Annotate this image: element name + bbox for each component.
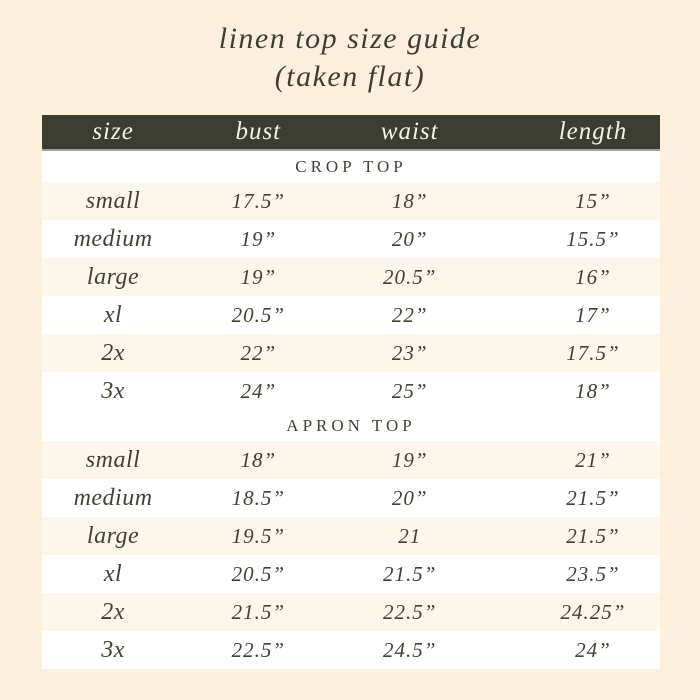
table-row — [42, 296, 660, 334]
table-row — [42, 517, 660, 555]
table-row — [42, 258, 660, 296]
length-cell: 21.5” — [487, 517, 660, 555]
size-cell: large — [42, 517, 184, 555]
table-row — [42, 593, 660, 631]
bust-cell: 18.5” — [184, 479, 332, 517]
length-cell: 21” — [487, 441, 660, 479]
section-header-crop-top — [42, 150, 660, 182]
length-cell: 17” — [487, 296, 660, 334]
bust-cell: 17.5” — [184, 182, 332, 220]
table-row — [42, 372, 660, 410]
bust-cell: 24” — [184, 372, 332, 410]
waist-cell: 21 — [332, 517, 487, 555]
bust-cell: 19” — [184, 258, 332, 296]
waist-cell: 21.5” — [332, 555, 487, 593]
length-cell: 15” — [487, 182, 660, 220]
table-row — [42, 479, 660, 517]
size-guide-table — [42, 115, 660, 669]
length-cell: 18” — [487, 372, 660, 410]
table-row — [42, 334, 660, 372]
size-cell: 3x — [42, 631, 184, 669]
length-cell: 16” — [487, 258, 660, 296]
size-cell: 3x — [42, 372, 184, 410]
page-title — [0, 0, 700, 96]
section-header-label: APRON TOP — [42, 410, 660, 441]
column-header-bust: bust — [184, 115, 332, 150]
length-cell: 23.5” — [487, 555, 660, 593]
table-row — [42, 555, 660, 593]
table-row — [42, 441, 660, 479]
size-cell: small — [42, 441, 184, 479]
size-cell: large — [42, 258, 184, 296]
waist-cell: 25” — [332, 372, 487, 410]
table-row — [42, 182, 660, 220]
waist-cell: 22.5” — [332, 593, 487, 631]
waist-cell: 20” — [332, 479, 487, 517]
column-header-size: size — [42, 115, 184, 150]
column-header-length: length — [487, 115, 660, 150]
length-cell: 24” — [487, 631, 660, 669]
column-header-waist: waist — [332, 115, 487, 150]
length-cell: 24.25” — [487, 593, 660, 631]
section-header-label: CROP TOP — [42, 150, 660, 182]
table-row — [42, 220, 660, 258]
size-cell: 2x — [42, 593, 184, 631]
section-header-apron-top — [42, 410, 660, 441]
waist-cell: 22” — [332, 296, 487, 334]
bust-cell: 22” — [184, 334, 332, 372]
bust-cell: 19.5” — [184, 517, 332, 555]
size-cell: 2x — [42, 334, 184, 372]
waist-cell: 19” — [332, 441, 487, 479]
length-cell: 17.5” — [487, 334, 660, 372]
bust-cell: 19” — [184, 220, 332, 258]
length-cell: 21.5” — [487, 479, 660, 517]
bust-cell: 20.5” — [184, 296, 332, 334]
size-cell: medium — [42, 220, 184, 258]
size-cell: xl — [42, 296, 184, 334]
length-cell: 15.5” — [487, 220, 660, 258]
table-header-row — [42, 115, 660, 150]
bust-cell: 21.5” — [184, 593, 332, 631]
waist-cell: 24.5” — [332, 631, 487, 669]
waist-cell: 23” — [332, 334, 487, 372]
size-cell: small — [42, 182, 184, 220]
waist-cell: 20” — [332, 220, 487, 258]
size-cell: medium — [42, 479, 184, 517]
bust-cell: 22.5” — [184, 631, 332, 669]
waist-cell: 20.5” — [332, 258, 487, 296]
bust-cell: 18” — [184, 441, 332, 479]
size-cell: xl — [42, 555, 184, 593]
waist-cell: 18” — [332, 182, 487, 220]
table-row — [42, 631, 660, 669]
title-line-2: (taken flat) — [274, 60, 426, 93]
title-line-1: linen top size guide — [218, 22, 482, 55]
bust-cell: 20.5” — [184, 555, 332, 593]
